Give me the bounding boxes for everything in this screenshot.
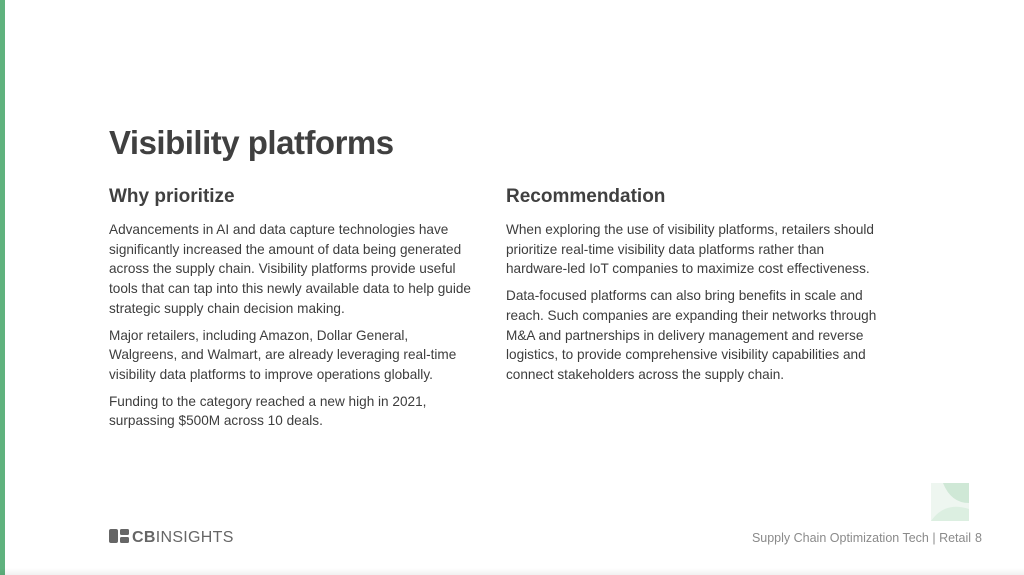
cb-insights-logo-icon xyxy=(109,529,129,548)
page-number: 8 xyxy=(975,531,982,545)
footer-caption-text: Supply Chain Optimization Tech | Retail xyxy=(751,531,972,545)
recommendation-paragraph: When exploring the use of visibility platforms, retailers should prioritize real-time visibility data platforms rather than hardware-led IoT companies to maximize cost effectiveness. xyxy=(506,222,874,277)
why-prioritize-paragraph: Funding to the category reached a new high in 2021, surpassing $500M across 10 deals. xyxy=(109,393,427,429)
recommendation-heading: Recommendation xyxy=(506,186,666,207)
recommendation-paragraph: Data-focused platforms can also bring benefits in scale and reach. Such companies are expanding their networks through M&A and partnerships in delivery management and reverse logistics, to provide comprehensive visibility capabilities and connect stakeholders across the supply chain. xyxy=(506,288,877,382)
cb-insights-logo xyxy=(109,529,234,547)
left-accent-bar xyxy=(0,0,5,575)
bottom-shadow xyxy=(0,568,1024,575)
recommendation-section xyxy=(506,186,886,392)
cb-insights-wordmark: CBINSIGHTS xyxy=(132,529,234,546)
why-prioritize-paragraph: Major retailers, including Amazon, Dollar General, Walgreens, and Walmart, are already leveraging real-time visibility data platforms to improve operations globally. xyxy=(109,327,457,382)
why-prioritize-heading: Why prioritize xyxy=(109,186,235,207)
why-prioritize-paragraph: Advancements in AI and data capture technologies have significantly increased the amount of data being generated across the supply chain. Visibility platforms provide useful tools that can tap into this newly available data to help guide strategic supply chain decision making. xyxy=(109,222,471,316)
footer-caption xyxy=(752,531,982,545)
decorative-corner-graphic xyxy=(931,483,969,521)
why-prioritize-section xyxy=(109,186,471,438)
slide-title: Visibility platforms xyxy=(109,124,394,161)
